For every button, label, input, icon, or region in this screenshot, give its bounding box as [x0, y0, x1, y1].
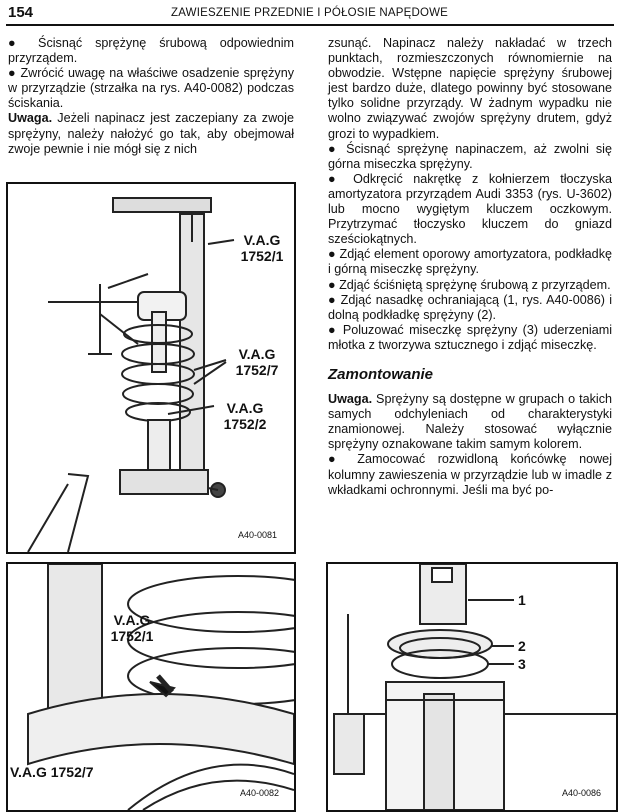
figure-caption: A40-0082 — [240, 788, 280, 798]
right-bullet-2: ● Odkręcić nakrętkę z kołnierzem tłoczyska amortyzatora przyrządem Audi 3353 (rys. U-3602) lub mocno wygiętym kluczem oczkowym. Przytrzymać tłoczysko kluczem do gniazd sześciokątnych. — [328, 171, 612, 247]
figure-a40-0082 — [6, 562, 296, 812]
note-text: Sprężyny są dostępne w grupach o takich samych odchyleniach od charakterystyki znamionowej. Należy stosować wyłącznie sprężyny oznakowane takim samym kolorem. — [328, 392, 612, 452]
label-vag-1752-1: V.A.G 1752/1 — [110, 612, 154, 644]
right-bullet-3: ● Zdjąć element oporowy amortyzatora, podkładkę i górną miseczkę sprężyny. — [328, 247, 612, 277]
section-title: Zamontowanie — [328, 365, 434, 383]
right-note — [328, 392, 612, 452]
page-number: 154 — [8, 4, 34, 21]
right-bullet-6: ● Poluzować miseczkę sprężyny (3) uderzeniami młotka z tworzywa sztucznego i zdjąć miseczkę. — [328, 322, 612, 352]
label-vag-1752-1: V.A.G 1752/1 — [240, 232, 284, 264]
note-label: Uwaga. — [8, 111, 53, 126]
left-note — [8, 111, 294, 156]
right-bullet-5: ● Zdjąć nasadkę ochraniającą (1, rys. A40-0086) i dolną podkładkę sprężyny (2). — [328, 292, 612, 322]
left-column-text — [8, 36, 294, 157]
right-paragraph-1: zsunąć. Napinacz należy nakładać w trzech punktach, rozmieszczonych równomiernie na obwodzie. Wstępne napięcie sprężyny śrubowej jest bardzo duże, dlatego powinny być stosowane tylko solidne przyrządy. W żadnym wypadku nie wolno związywać zwojów sprężyny drutem, gdyż grozi to wypadkiem. — [328, 36, 612, 141]
running-title: ZAWIESZENIE PRZEDNIE I PÓŁOSIE NAPĘDOWE — [171, 7, 449, 19]
right-column-text — [328, 36, 612, 498]
page-header — [6, 4, 614, 26]
strut-parts-illustration — [328, 564, 616, 810]
right-bullet-7: ● Zamocować rozwidloną końcówkę nowej kolumny zawieszenia w przyrządzie lub w imadle z wkładkami ochronnymi. Jeśli ma być po- — [328, 452, 612, 497]
right-bullet-4: ● Zdjąć ściśniętą sprężynę śrubową z przyrządem. — [328, 277, 611, 292]
note-label: Uwaga. — [328, 392, 373, 407]
label-vag-1752-2: V.A.G 1752/2 — [223, 400, 267, 432]
callout-3: 3 — [518, 656, 526, 672]
right-bullet-1: ● Ścisnąć sprężynę napinaczem, aż zwolni się górna miseczka sprężyny. — [328, 141, 612, 171]
figure-caption: A40-0081 — [238, 530, 278, 540]
left-bullet-1: ● Ścisnąć sprężynę śrubową odpowiednim przyrządem. — [8, 36, 294, 66]
note-text: Jeżeli napinacz jest zaczepiany za zwoje sprężyny, należy nałożyć go tak, aby obejmował zwoje pewnie i nie mógł się z nich — [8, 111, 294, 156]
figure-caption: A40-0086 — [562, 788, 602, 798]
callout-2: 2 — [518, 638, 526, 654]
callout-1: 1 — [518, 592, 526, 608]
figure-a40-0086 — [326, 562, 618, 812]
figure-a40-0081 — [6, 182, 296, 554]
left-bullet-2: ● Zwrócić uwagę na właściwe osadzenie sprężyny w przyrządzie (strzałka na rys. A40-0082) podczas ściskania. — [8, 66, 294, 111]
label-vag-1752-7: V.A.G 1752/7 — [10, 764, 94, 780]
label-vag-1752-7: V.A.G 1752/7 — [235, 346, 279, 378]
